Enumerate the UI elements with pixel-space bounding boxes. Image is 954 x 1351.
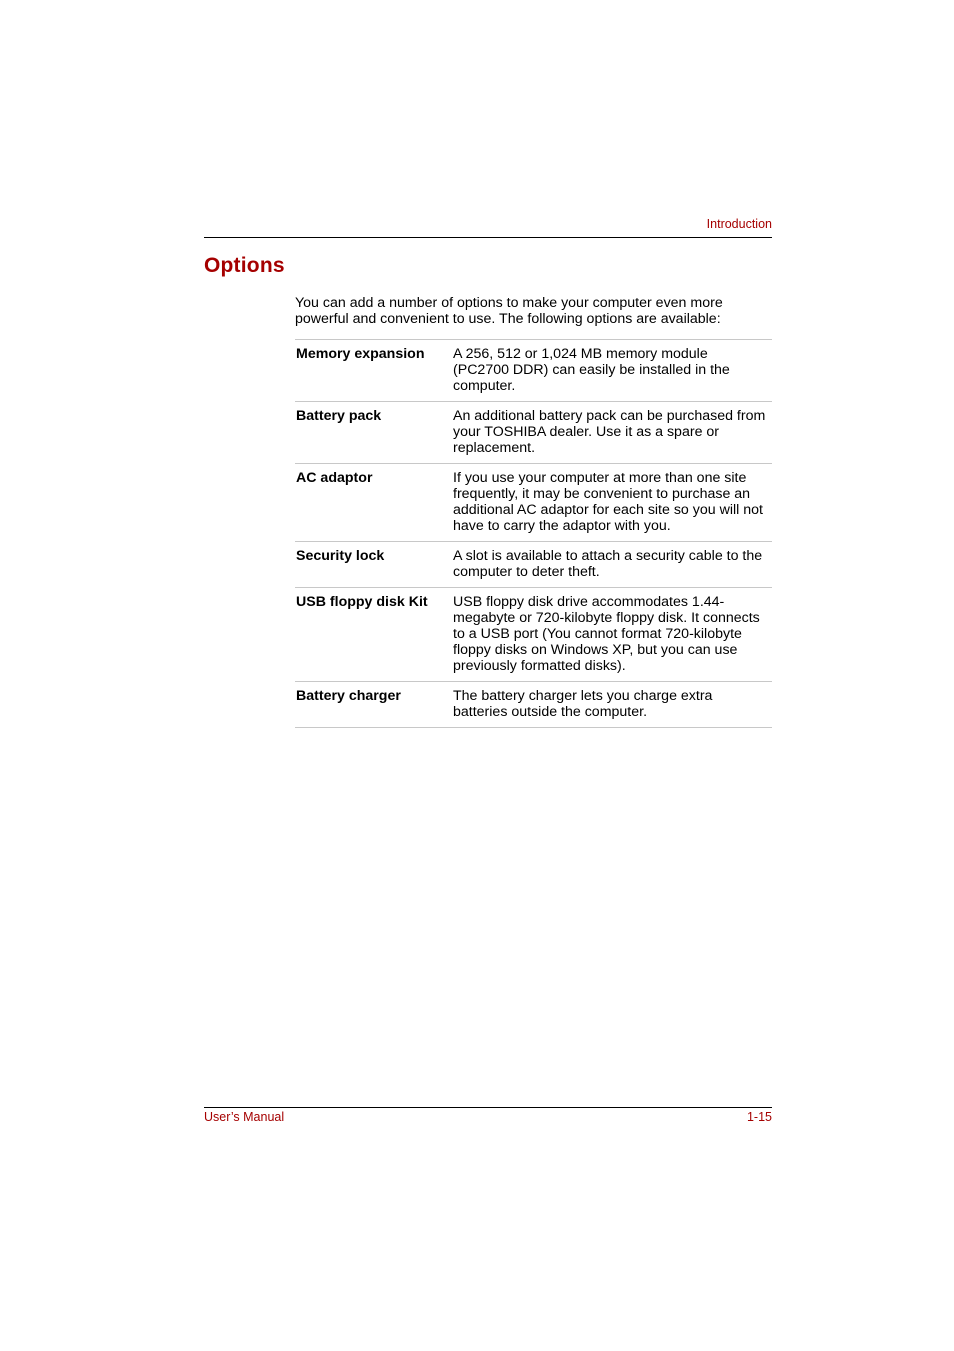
option-description: An additional battery pack can be purchased from your TOSHIBA dealer. Use it as a spare or replacement. [453, 408, 766, 456]
header-divider [204, 237, 772, 238]
options-table [295, 339, 772, 728]
footer-manual-title: User’s Manual [204, 1110, 285, 1124]
table-row [295, 464, 772, 542]
footer-divider [204, 1107, 772, 1108]
option-term: Battery pack [296, 408, 382, 424]
intro-paragraph: You can add a number of options to make your computer even more powerful and convenient to use. The following options are available: [295, 295, 723, 327]
option-description: If you use your computer at more than one site frequently, it may be convenient to purchase an additional AC adaptor for each site so you will not have to carry the adaptor with you. [453, 470, 763, 534]
table-row [295, 340, 772, 402]
page-title: Options [204, 254, 285, 277]
option-description: The battery charger lets you charge extra batteries outside the computer. [453, 688, 713, 720]
running-header: Introduction [706, 217, 772, 231]
option-description: A 256, 512 or 1,024 MB memory module (PC2700 DDR) can easily be installed in the computer. [453, 346, 730, 394]
table-row [295, 402, 772, 464]
option-term: USB floppy disk Kit [296, 594, 428, 610]
option-term: Battery charger [296, 688, 401, 704]
table-row [295, 542, 772, 588]
option-description: USB floppy disk drive accommodates 1.44-megabyte or 720-kilobyte floppy disk. It connects to a USB port (You cannot format 720-kilobyte floppy disks on Windows XP, but you can use previously formatted disks). [453, 594, 760, 674]
option-term: Security lock [296, 548, 385, 564]
option-term: Memory expansion [296, 346, 425, 362]
option-term: AC adaptor [296, 470, 373, 486]
table-row [295, 588, 772, 682]
option-description: A slot is available to attach a security cable to the computer to deter theft. [453, 548, 763, 580]
page-number: 1-15 [746, 1110, 772, 1124]
table-row [295, 682, 772, 728]
